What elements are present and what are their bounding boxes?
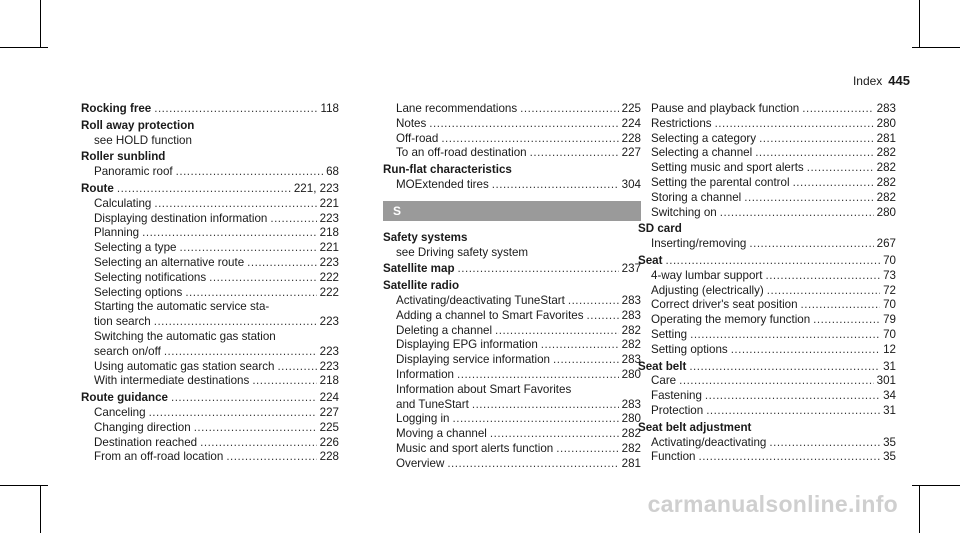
page-ref: 281 — [876, 131, 896, 145]
dot-leader — [801, 298, 881, 313]
entry-text: Planning — [94, 226, 140, 240]
entry-heading — [81, 182, 339, 197]
index-entry — [638, 360, 896, 419]
dot-leader — [690, 328, 880, 343]
page-number: 445 — [888, 73, 910, 88]
dot-leader — [679, 374, 874, 389]
dot-leader — [154, 315, 317, 330]
sub-entry — [638, 343, 896, 358]
entry-heading — [638, 222, 896, 237]
dot-leader — [793, 176, 874, 191]
entry-heading — [383, 262, 641, 277]
sub-entry — [81, 360, 339, 375]
sub-entry — [638, 206, 896, 221]
page-ref: 224 — [319, 391, 339, 405]
entry-text: Selecting a category — [651, 131, 757, 145]
page-ref: 221 — [319, 196, 339, 210]
sub-entry — [81, 271, 339, 286]
sub-entry — [638, 374, 896, 389]
dot-leader — [807, 161, 874, 176]
index-entry — [383, 231, 641, 261]
sub-entry — [81, 315, 339, 330]
entry-text: 4-way lumbar support — [651, 268, 763, 282]
dot-leader — [458, 262, 619, 277]
page-ref: 223 — [319, 211, 339, 225]
crop-mark — [912, 485, 960, 486]
page-ref: 225 — [319, 420, 339, 434]
entry-text: Off-road — [396, 131, 439, 145]
entry-text: From an off-road location — [94, 450, 224, 464]
entry-text: Adding a channel to Smart Favorites — [396, 308, 584, 322]
page-ref: 224 — [621, 116, 641, 130]
page-ref: 70 — [883, 253, 896, 267]
entry-text: Selecting notifications — [94, 270, 207, 284]
index-entry — [638, 102, 896, 220]
page-ref: 280 — [621, 367, 641, 381]
sub-entry — [81, 286, 339, 301]
sub-entry — [638, 389, 896, 404]
entry-text: tion search — [94, 315, 151, 329]
entry-heading — [383, 231, 641, 246]
entry-text: Displaying EPG information — [396, 338, 538, 352]
crop-mark — [912, 47, 960, 48]
index-entry — [638, 421, 896, 465]
index-entry — [383, 102, 641, 161]
index-entry — [638, 254, 896, 358]
sub-entry — [81, 450, 339, 465]
dot-leader — [252, 374, 316, 389]
dot-leader — [154, 102, 317, 117]
dot-leader — [495, 324, 619, 339]
page-ref: 222 — [319, 285, 339, 299]
sub-entry: Starting the automatic service sta- — [94, 300, 270, 314]
entry-heading — [81, 119, 339, 134]
entry-text: Restrictions — [651, 116, 712, 130]
entry-heading — [81, 102, 339, 117]
sub-entry — [383, 427, 641, 442]
page-ref: 68 — [326, 165, 339, 179]
sub-entry — [638, 269, 896, 284]
entry-text: Setting — [651, 327, 688, 341]
dot-leader — [689, 360, 880, 375]
dot-leader — [194, 421, 317, 436]
dot-leader — [429, 117, 618, 132]
index-entry — [81, 391, 339, 465]
dot-leader — [698, 450, 880, 465]
entry-text: Route — [81, 181, 114, 195]
entry-text: Route guidance — [81, 391, 168, 405]
entry-text: Logging in — [396, 412, 450, 426]
index-entry — [81, 119, 339, 149]
dot-leader — [180, 241, 317, 256]
sub-entry: see Driving safety system — [396, 245, 529, 259]
dot-leader — [520, 102, 618, 117]
dot-leader — [247, 256, 316, 271]
entry-heading — [383, 279, 641, 294]
dot-leader — [490, 427, 619, 442]
entry-text: Setting the parental control — [651, 175, 790, 189]
page-ref: 267 — [876, 237, 896, 251]
sub-entry — [81, 212, 339, 227]
dot-leader — [270, 212, 316, 227]
entry-text: Fastening — [651, 389, 702, 403]
page-ref: 283 — [621, 293, 641, 307]
page-ref: 283 — [621, 397, 641, 411]
sub-entry — [81, 241, 339, 256]
index-entry — [383, 262, 641, 277]
dot-leader — [720, 206, 874, 221]
entry-text: Selecting a channel — [651, 146, 753, 160]
page-ref: 283 — [621, 308, 641, 322]
page-ref: 222 — [319, 270, 339, 284]
entry-text: Pause and playback function — [651, 102, 800, 115]
entry-text: Using automatic gas station search — [94, 359, 275, 373]
page-ref: 118 — [320, 102, 339, 115]
crop-mark — [0, 485, 48, 486]
page-ref: 301 — [876, 374, 896, 388]
page-ref: 282 — [876, 190, 896, 204]
sub-entry — [81, 374, 339, 389]
dot-leader — [185, 286, 316, 301]
dot-leader — [556, 442, 618, 457]
page-ref: 225 — [621, 102, 641, 115]
entry-text: Seat belt — [638, 359, 687, 373]
sub-entry — [383, 294, 641, 309]
page-ref: 282 — [621, 338, 641, 352]
entry-heading — [81, 391, 339, 406]
dot-leader — [553, 353, 619, 368]
entry-text: Panoramic roof — [94, 165, 173, 179]
page-ref: 283 — [621, 353, 641, 367]
page-ref: 31 — [883, 359, 896, 373]
sub-entry — [81, 226, 339, 241]
sub-entry: Switching the automatic gas station — [94, 329, 276, 343]
sub-entry — [383, 102, 641, 117]
dot-leader — [759, 132, 874, 147]
dot-leader — [744, 191, 873, 206]
index-entry — [383, 163, 641, 193]
page-ref: 281 — [621, 456, 641, 470]
dot-leader — [767, 284, 880, 299]
entry-text: Moving a channel — [396, 427, 487, 441]
page-ref: 223 — [319, 359, 339, 373]
entry-text: Rocking free — [81, 102, 152, 115]
page-ref: 283 — [876, 102, 896, 115]
page-ref: 280 — [876, 205, 896, 219]
crop-mark — [919, 0, 920, 48]
dot-leader — [176, 165, 323, 180]
sub-entry — [383, 324, 641, 339]
crop-mark — [40, 0, 41, 48]
sub-entry — [383, 117, 641, 132]
dot-leader — [749, 237, 873, 252]
entry-text: Information — [396, 367, 454, 381]
watermark: carmanualsonline.info — [647, 491, 898, 517]
sub-entry — [638, 313, 896, 328]
entry-text: Selecting options — [94, 285, 183, 299]
entry-text: Safety systems — [383, 230, 468, 244]
page-ref: 12 — [883, 342, 896, 356]
sub-entry: see HOLD function — [94, 133, 192, 147]
page-ref: 31 — [883, 403, 896, 417]
sub-entry — [383, 338, 641, 353]
entry-text: Activating/deactivating TuneStart — [396, 293, 565, 307]
page-ref: 282 — [876, 175, 896, 189]
page-ref: 304 — [621, 177, 641, 191]
entry-text: Displaying destination information — [94, 211, 268, 225]
entry-text: MOExtended tires — [396, 177, 489, 191]
page-ref: 79 — [883, 313, 896, 327]
page-ref: 221 — [319, 241, 339, 255]
dot-leader — [154, 197, 316, 212]
page-ref: 73 — [883, 268, 896, 282]
page-ref: 237 — [621, 262, 641, 276]
page-ref: 227 — [319, 405, 339, 419]
entry-text: SD card — [638, 222, 682, 236]
index-entry — [81, 150, 339, 180]
entry-text: Setting options — [651, 342, 728, 356]
dot-leader — [209, 271, 317, 286]
sub-entry — [383, 398, 641, 413]
entry-text: Selecting a type — [94, 241, 177, 255]
sub-entry — [638, 328, 896, 343]
index-column-3 — [638, 102, 896, 467]
sub-entry — [638, 191, 896, 206]
dot-leader — [715, 117, 874, 132]
sub-entry — [638, 284, 896, 299]
section-label: Index — [852, 74, 883, 88]
page-header — [853, 73, 910, 88]
page-ref: 223 — [319, 255, 339, 269]
page-ref: 228 — [621, 131, 641, 145]
page-ref: 282 — [621, 441, 641, 455]
sub-entry — [383, 178, 641, 193]
sub-entry — [638, 176, 896, 191]
page-ref: 70 — [883, 327, 896, 341]
dot-leader — [765, 269, 880, 284]
entry-text: Roller sunblind — [81, 150, 166, 164]
entry-text: Selecting an alternative route — [94, 255, 245, 269]
index-column-2 — [383, 102, 641, 474]
entry-text: Canceling — [94, 405, 146, 419]
dot-leader — [200, 436, 317, 451]
page-ref: 227 — [621, 146, 641, 160]
entry-heading — [383, 163, 641, 178]
dot-leader — [171, 391, 317, 406]
dot-leader — [731, 343, 880, 358]
sub-entry — [81, 256, 339, 271]
dot-leader — [755, 146, 873, 161]
page-ref: 70 — [883, 298, 896, 312]
entry-text: Lane recommendations — [396, 102, 518, 115]
dot-leader — [472, 398, 619, 413]
entry-text: Displaying service information — [396, 353, 551, 367]
dot-leader — [541, 338, 619, 353]
entry-heading — [638, 360, 896, 375]
entry-text: Changing direction — [94, 420, 191, 434]
page-ref: 218 — [319, 226, 339, 240]
entry-text: Calculating — [94, 196, 152, 210]
page-ref: 282 — [876, 161, 896, 175]
sub-entry — [383, 442, 641, 457]
page-ref: 34 — [883, 389, 896, 403]
entry-text: Protection — [651, 403, 704, 417]
sub-entry — [81, 345, 339, 360]
entry-text: Run-flat characteristics — [383, 163, 512, 177]
entry-text: Adjusting (electrically) — [651, 283, 764, 297]
dot-leader — [705, 389, 880, 404]
page-ref: 282 — [621, 427, 641, 441]
dot-leader — [802, 102, 873, 117]
entry-text: Seat belt adjustment — [638, 420, 752, 434]
entry-text: Satellite radio — [383, 279, 460, 293]
sub-entry — [638, 298, 896, 313]
page-ref: 280 — [876, 116, 896, 130]
sub-entry — [383, 309, 641, 324]
entry-text: To an off-road destination — [396, 146, 527, 160]
page-ref: 226 — [319, 435, 339, 449]
entry-text: search on/off — [94, 344, 161, 358]
entry-text: Overview — [396, 456, 445, 470]
index-entry — [383, 279, 641, 471]
dot-leader — [587, 309, 619, 324]
sub-entry — [638, 450, 896, 465]
dot-leader — [277, 360, 316, 375]
entry-heading — [81, 150, 339, 165]
entry-text: Notes — [396, 116, 427, 130]
entry-text: Function — [651, 450, 696, 464]
sub-entry — [638, 102, 896, 117]
sub-entry — [383, 457, 641, 472]
dot-leader — [441, 132, 618, 147]
section-header: S — [383, 201, 641, 221]
entry-text: Deleting a channel — [396, 323, 493, 337]
sub-entry — [383, 368, 641, 383]
entry-text: Inserting/removing — [651, 237, 747, 251]
page-ref: 72 — [883, 283, 896, 297]
dot-leader — [813, 313, 880, 328]
sub-entry — [638, 404, 896, 419]
entry-text: Storing a channel — [651, 190, 742, 204]
page-ref: 280 — [621, 412, 641, 426]
entry-text: Switching on — [651, 205, 717, 219]
page-ref: 221, 223 — [293, 181, 339, 195]
sub-entry — [81, 406, 339, 421]
sub-entry — [638, 436, 896, 451]
index-entry — [81, 182, 339, 389]
crop-mark — [919, 485, 920, 533]
sub-entry — [383, 146, 641, 161]
entry-text: Activating/deactivating — [651, 435, 767, 449]
sub-entry: Information about Smart Favorites — [396, 382, 572, 396]
page-ref: 282 — [621, 323, 641, 337]
entry-text: and TuneStart — [396, 397, 469, 411]
page-ref: 223 — [319, 344, 339, 358]
sub-entry — [638, 161, 896, 176]
entry-text: Care — [651, 374, 677, 388]
index-entry — [81, 102, 339, 117]
dot-leader — [568, 294, 619, 309]
dot-leader — [164, 345, 317, 360]
dot-leader — [769, 436, 880, 451]
page-ref: 35 — [883, 450, 896, 464]
dot-leader — [149, 406, 317, 421]
entry-heading — [638, 421, 896, 436]
crop-mark — [0, 47, 48, 48]
dot-leader — [226, 450, 316, 465]
entry-text: Music and sport alerts function — [396, 441, 554, 455]
index-entry — [638, 222, 896, 252]
sub-entry — [81, 197, 339, 212]
index-column-1 — [81, 102, 339, 467]
dot-leader — [447, 457, 618, 472]
dot-leader — [492, 178, 619, 193]
page-ref: 223 — [319, 315, 339, 329]
sub-entry — [81, 421, 339, 436]
sub-entry — [81, 165, 339, 180]
sub-entry — [383, 412, 641, 427]
entry-text: Operating the memory function — [651, 313, 811, 327]
entry-heading — [638, 254, 896, 269]
dot-leader — [666, 254, 881, 269]
sub-entry — [638, 237, 896, 252]
sub-entry — [383, 132, 641, 147]
sub-entry — [638, 117, 896, 132]
sub-entry — [383, 353, 641, 368]
sub-entry — [638, 146, 896, 161]
dot-leader — [117, 182, 291, 197]
sub-entry — [638, 132, 896, 147]
page-ref: 282 — [876, 146, 896, 160]
dot-leader — [706, 404, 880, 419]
entry-text: Satellite map — [383, 262, 455, 276]
dot-leader — [530, 146, 619, 161]
entry-text: Setting music and sport alerts — [651, 161, 804, 175]
entry-text: Destination reached — [94, 435, 198, 449]
entry-text: Correct driver's seat position — [651, 298, 798, 312]
page-ref: 218 — [319, 374, 339, 388]
dot-leader — [457, 368, 619, 383]
entry-text: Roll away protection — [81, 118, 195, 132]
crop-mark — [40, 485, 41, 533]
page-ref: 35 — [883, 435, 896, 449]
entry-text: Seat — [638, 253, 663, 267]
sub-entry — [81, 436, 339, 451]
dot-leader — [142, 226, 317, 241]
entry-text: With intermediate destinations — [94, 374, 250, 388]
dot-leader — [453, 412, 619, 427]
page-ref: 228 — [319, 450, 339, 464]
